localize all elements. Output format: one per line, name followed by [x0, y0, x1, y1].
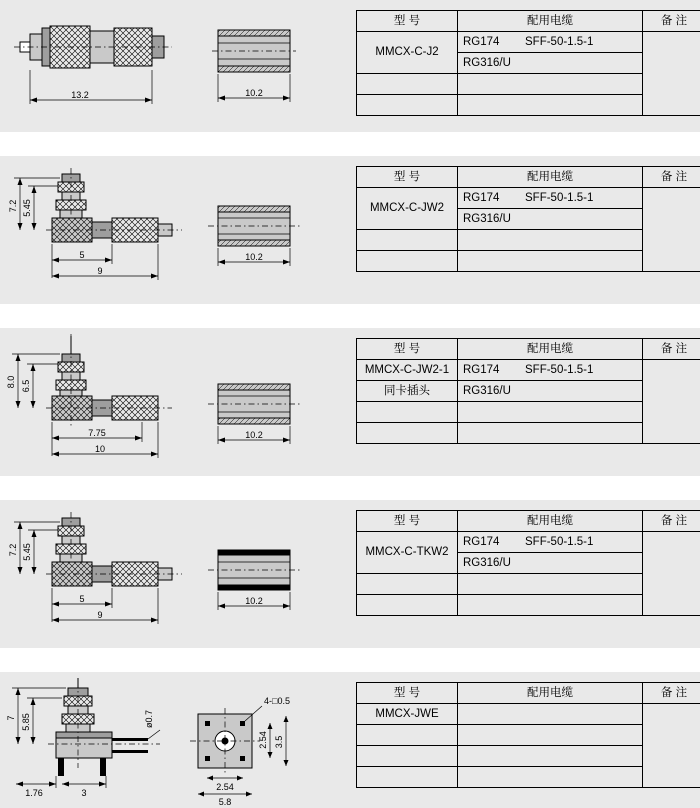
row-gap: [0, 648, 700, 672]
header-model: 型 号: [357, 167, 458, 188]
cable-empty: [458, 595, 643, 616]
dimension-label: 7.2: [8, 544, 18, 557]
header-cable: 配用电缆: [458, 11, 643, 32]
model-empty: [357, 95, 458, 116]
cable-type: RG174: [460, 36, 525, 49]
model-value: MMCX-C-J2: [357, 32, 458, 74]
model-value-line2: 同卡插头: [357, 381, 458, 402]
cable-type: RG316/U: [460, 557, 525, 570]
spec-row-5: [0, 672, 700, 808]
dimension-label: 13.2: [71, 90, 89, 100]
header-cable: 配用电缆: [458, 683, 643, 704]
cable-type: RG316/U: [460, 57, 525, 70]
row-gap: [0, 476, 700, 500]
cable-type: RG174: [460, 364, 525, 377]
drawing-4: [0, 500, 345, 648]
remark-value: [643, 360, 700, 444]
row-gap: [0, 132, 700, 156]
dimension-label: 10.2: [245, 430, 263, 440]
dimension-label: 10: [95, 444, 105, 454]
model-empty: [357, 74, 458, 95]
cable-spec: SFF-50-1.5-1: [525, 364, 593, 377]
dimension-label: ø0.7: [144, 710, 154, 728]
drawing-1: [0, 0, 345, 132]
drawing-3: [0, 328, 345, 476]
cable-empty: [458, 230, 643, 251]
header-model: 型 号: [357, 11, 458, 32]
spec-table-4: [356, 510, 692, 616]
row-gap: [0, 304, 700, 328]
model-empty: [357, 725, 458, 746]
cable-spec: SFF-50-1.5-1: [525, 536, 593, 549]
cable-row: [458, 360, 643, 381]
dimension-label: 5.85: [21, 713, 31, 731]
cable-empty: [458, 574, 643, 595]
remark-value: [643, 188, 700, 272]
header-remark: 备 注: [643, 339, 700, 360]
dimension-label: 6.5: [21, 380, 31, 393]
spec-row-2: [0, 156, 700, 304]
dimension-label: 9: [97, 266, 102, 276]
header-remark: 备 注: [643, 167, 700, 188]
header-cable: 配用电缆: [458, 167, 643, 188]
spec-table-1: [356, 10, 692, 116]
cable-row: [458, 32, 643, 53]
cable-empty: [458, 725, 643, 746]
cable-row: [458, 53, 643, 74]
cable-spec: SFF-50-1.5-1: [525, 192, 593, 205]
spec-table-5: [356, 682, 692, 788]
cable-row: [458, 532, 643, 553]
header-remark: 备 注: [643, 511, 700, 532]
model-value: MMCX-JWE: [357, 704, 458, 725]
dimension-label: 2.54: [258, 731, 268, 749]
model-empty: [357, 746, 458, 767]
cable-empty: [458, 746, 643, 767]
dimension-label: 10.2: [245, 252, 263, 262]
dimension-label: 5.45: [22, 199, 32, 217]
dimension-label: 8.0: [6, 376, 16, 389]
model-value: MMCX-C-JW2-1: [357, 360, 458, 381]
drawing-2: [0, 156, 345, 304]
remark-value: [643, 532, 700, 616]
header-model: 型 号: [357, 339, 458, 360]
cable-row: [458, 553, 643, 574]
dimension-label: 9: [97, 610, 102, 620]
drawing-5: [0, 672, 345, 808]
model-empty: [357, 251, 458, 272]
dimension-label: 2.54: [216, 782, 234, 792]
model-empty: [357, 574, 458, 595]
cable-empty: [458, 251, 643, 272]
cable-empty: [458, 704, 643, 725]
remark-value: [643, 32, 700, 116]
cable-type: RG174: [460, 192, 525, 205]
dimension-label: 4-□0.5: [264, 696, 290, 706]
cable-empty: [458, 423, 643, 444]
dimension-label: 5: [79, 594, 84, 604]
header-remark: 备 注: [643, 683, 700, 704]
dimension-label: 5: [79, 250, 84, 260]
header-cable: 配用电缆: [458, 339, 643, 360]
dimension-label: 3.5: [274, 736, 284, 749]
header-model: 型 号: [357, 683, 458, 704]
dimension-label: 10.2: [245, 88, 263, 98]
spec-row-4: [0, 500, 700, 648]
spec-row-3: [0, 328, 700, 476]
spec-table-2: [356, 166, 692, 272]
model-empty: [357, 230, 458, 251]
cable-row: [458, 381, 643, 402]
model-empty: [357, 767, 458, 788]
dimension-label: 7.75: [88, 428, 106, 438]
dimension-label: 10.2: [245, 596, 263, 606]
cable-row: [458, 209, 643, 230]
model-empty: [357, 402, 458, 423]
dimension-label: 7.2: [8, 200, 18, 213]
header-remark: 备 注: [643, 11, 700, 32]
cable-type: RG174: [460, 536, 525, 549]
cable-empty: [458, 95, 643, 116]
cable-type: RG316/U: [460, 385, 525, 398]
model-value: MMCX-C-JW2: [357, 188, 458, 230]
model-empty: [357, 595, 458, 616]
cable-empty: [458, 767, 643, 788]
model-value: MMCX-C-TKW2: [357, 532, 458, 574]
remark-value: [643, 704, 700, 788]
header-cable: 配用电缆: [458, 511, 643, 532]
dimension-label: 7: [6, 715, 16, 720]
spec-row-1: [0, 0, 700, 132]
dimension-label: 3: [81, 788, 86, 798]
model-empty: [357, 423, 458, 444]
cable-empty: [458, 74, 643, 95]
dimension-label: 1.76: [25, 788, 43, 798]
dimension-label: 5.45: [22, 543, 32, 561]
cable-type: RG316/U: [460, 213, 525, 226]
header-model: 型 号: [357, 511, 458, 532]
cable-spec: SFF-50-1.5-1: [525, 36, 593, 49]
dimension-label: 5.8: [219, 797, 232, 807]
spec-table-3: [356, 338, 692, 444]
cable-row: [458, 188, 643, 209]
cable-empty: [458, 402, 643, 423]
